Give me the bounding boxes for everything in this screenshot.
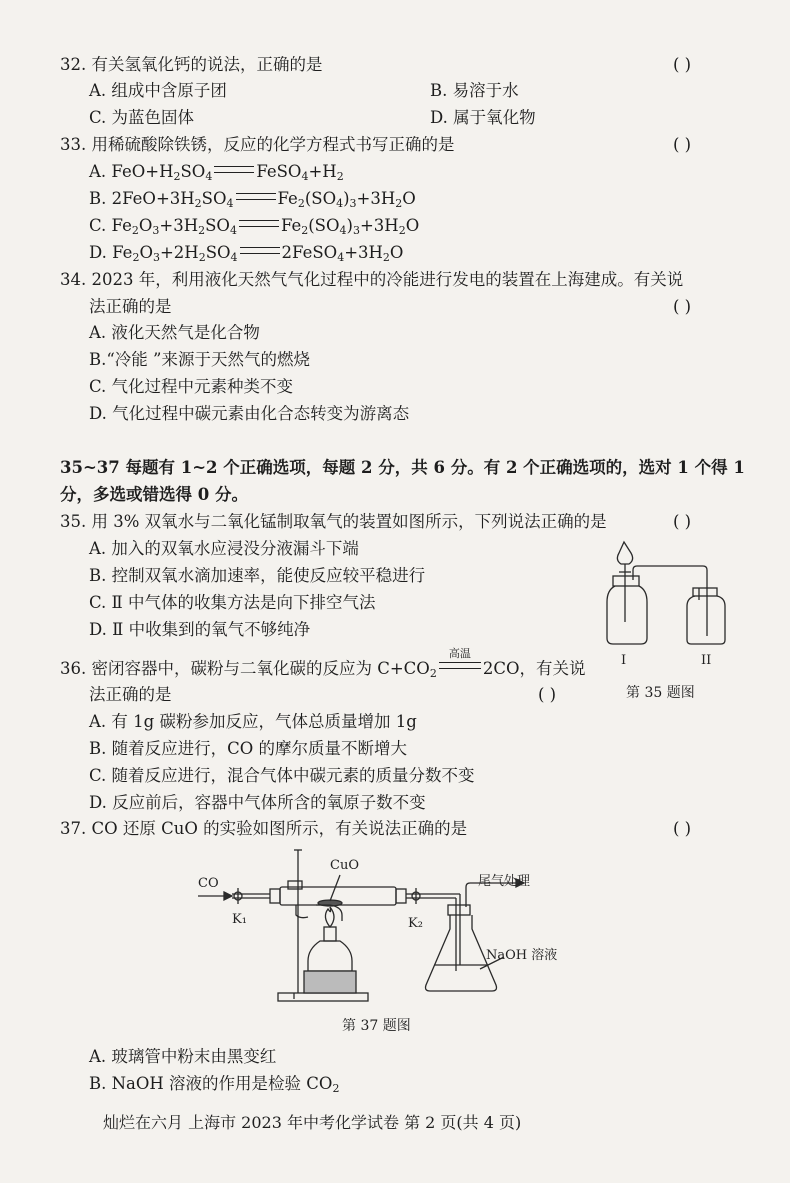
q36-stem-post: 2CO，有关说 [482, 659, 586, 678]
q32-option-c: C. 为蓝色固体 [89, 108, 195, 127]
q34-option-a: A. 液化天然气是化合物 [89, 323, 260, 342]
q36-stem-line1: 36. 密闭容器中，碳粉与二氧化碳的反应为 $C+CO_2$ 高温 2CO，有关说 [60, 647, 586, 680]
q33-stem: 33. 用稀硫酸除铁锈，反应的化学方程式书写正确的是 [60, 135, 455, 154]
q33-option-b: B. $2FeO+3H_2SO_4$ $Fe_2(SO_4)_3+3H_2O$ [89, 189, 416, 210]
q36-option-c: C. 随着反应进行，混合气体中碳元素的质量分数不变 [89, 766, 475, 785]
page-footer: 灿烂在六月 上海市 2023 年中考化学试卷 第 2 页(共 4 页) [103, 1113, 522, 1132]
q37-option-b: B. NaOH 溶液的作用是检验 $CO_2$ [89, 1074, 340, 1095]
q33-bracket: ( ) [673, 135, 692, 154]
q37-apparatus-figure [190, 845, 558, 1005]
q37-label-tail-gas: 尾气处理 [478, 874, 531, 889]
q35-label-i: I [621, 653, 627, 668]
q36-stem-line2: 法正确的是 [89, 685, 172, 704]
q35-option-b: B. 控制双氧水滴加速率，能使反应较平稳进行 [89, 566, 426, 585]
q34-bracket: ( ) [673, 297, 692, 316]
q35-option-c: C. Ⅱ 中气体的收集方法是向下排空气法 [89, 593, 376, 612]
q35-caption: 第 35 题图 [626, 685, 695, 701]
q34-stem-line1: 34. 2023 年，利用液化天然气气化过程中的冷能进行发电的装置在上海建成。有关说 [60, 270, 684, 289]
q35-apparatus-figure [595, 540, 745, 670]
q37-label-cuo: CuO [330, 858, 359, 873]
q32-option-d: D. 属于氧化物 [430, 108, 536, 127]
q35-label-ii: II [701, 653, 712, 668]
q34-stem-line2: 法正确的是 [89, 297, 172, 316]
q33-option-a: A. $FeO+H_2SO_4$ $FeSO_4+H_2$ [89, 162, 344, 183]
q33-option-d: D. $Fe_2O_3+2H_2SO_4$ $2FeSO_4+3H_2O$ [89, 243, 404, 264]
q37-caption: 第 37 题图 [342, 1018, 411, 1034]
q37-bracket: ( ) [673, 819, 692, 838]
q37-label-naoh: NaOH 溶液 [486, 948, 558, 963]
q36-option-a: A. 有 1g 碳粉参加反应，气体总质量增加 1g [89, 712, 417, 731]
q37-label-k1: K₁ [232, 912, 247, 927]
q35-stem: 35. 用 3% 双氧水与二氧化锰制取氧气的装置如图所示，下列说法正确的是 [60, 512, 607, 531]
q37-option-a: A. 玻璃管中粉末由黑变红 [89, 1047, 277, 1066]
q32-option-a: A. 组成中含原子团 [89, 81, 227, 100]
q32-option-b: B. 易溶于水 [430, 81, 519, 100]
section-instruction-line1: 35~37 每题有 1~2 个正确选项，每题 2 分，共 6 分。有 2 个正确选项的，选对 1 个得 1 [60, 458, 745, 477]
q36-stem-pre: 36. 密闭容器中，碳粉与二氧化碳的反应为 C+CO [60, 659, 430, 678]
q32-bracket: ( ) [673, 55, 692, 74]
q36-reaction-arrow [439, 647, 481, 674]
q36-option-b: B. 随着反应进行，CO 的摩尔质量不断增大 [89, 739, 408, 758]
q34-option-c: C. 气化过程中元素种类不变 [89, 377, 294, 396]
section-instruction-line2: 分，多选或错选得 0 分。 [60, 485, 248, 504]
q35-option-d: D. Ⅱ 中收集到的氧气不够纯净 [89, 620, 311, 639]
q37-label-co: CO [198, 876, 219, 891]
q35-option-a: A. 加入的双氧水应浸没分液漏斗下端 [89, 539, 359, 558]
q36-reaction-condition: 高温 [448, 647, 471, 660]
q33-option-c: C. $Fe_2O_3+3H_2SO_4$ $Fe_2(SO_4)_3+3H_2O$ [89, 216, 420, 237]
q35-bracket: ( ) [673, 512, 692, 531]
q37-option-b-text: B. NaOH 溶液的作用是检验 CO [89, 1074, 333, 1093]
q37-label-k2: K₂ [408, 916, 423, 931]
q34-option-b: B.“冷能 ”来源于天然气的燃烧 [89, 350, 310, 369]
q32-stem: 32. 有关氢氧化钙的说法，正确的是 [60, 55, 323, 74]
q34-option-d: D. 气化过程中碳元素由化合态转变为游离态 [89, 404, 410, 423]
q37-stem: 37. CO 还原 CuO 的实验如图所示，有关说法正确的是 [60, 819, 468, 838]
q36-bracket: ( ) [538, 685, 557, 704]
q36-option-d: D. 反应前后，容器中气体所含的氧原子数不变 [89, 793, 426, 812]
